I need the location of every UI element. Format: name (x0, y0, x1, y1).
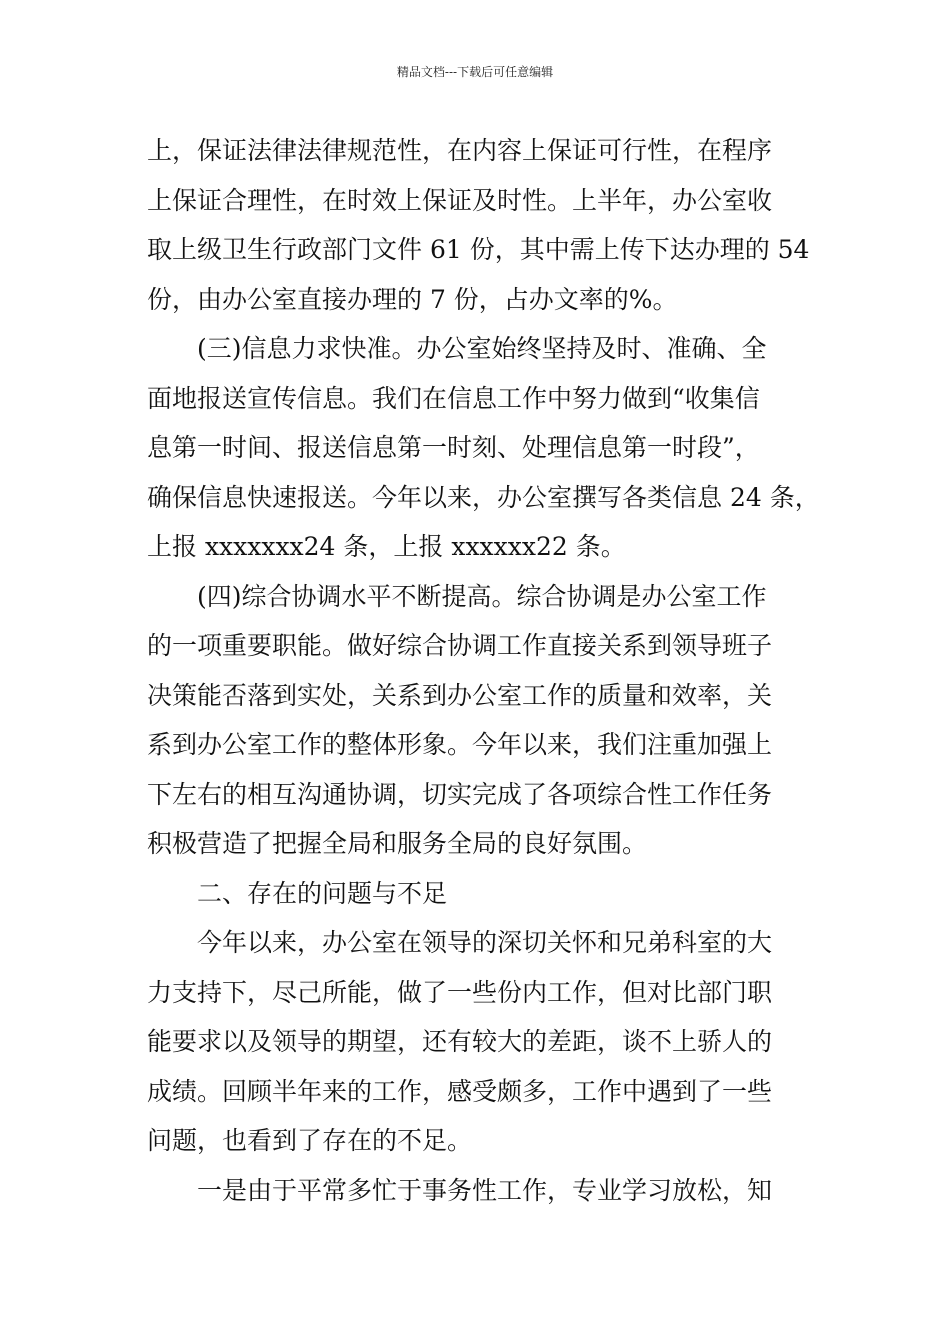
text-line: 今年以来，办公室在领导的深切关怀和兄弟科室的大 (197, 928, 773, 957)
text-line: 力支持下，尽己所能，做了一些份内工作，但对比部门职 (147, 977, 773, 1007)
text-line: 积极营造了把握全局和服务全局的良好氛围。 (147, 829, 648, 858)
text-line: 下左右的相互沟通协调，切实完成了各项综合性工作任务 (147, 779, 773, 809)
text-line: 上，保证法律法律规范性，在内容上保证可行性，在程序 (147, 136, 773, 165)
text-line: 确保信息快速报送。今年以来，办公室撰写各类信息 24 条， (147, 482, 820, 512)
text-line: 的一项重要职能。做好综合协调工作直接关系到领导班子 (147, 631, 773, 660)
text-line: 系到办公室工作的整体形象。今年以来，我们注重加强上 (147, 730, 773, 759)
text-line: 上报 xxxxxxx24 条，上报 xxxxxx22 条。 (147, 532, 626, 561)
text-line: 成绩。回顾半年来的工作，感受颇多，工作中遇到了一些 (147, 1076, 773, 1106)
text-line: 取上级卫生行政部门文件 61 份，其中需上传下达办理的 54 (147, 235, 810, 264)
text-line: 息第一时间、报送信息第一时刻、处理信息第一时段”， (147, 433, 760, 462)
section-title: 二、存在的问题与不足 (197, 878, 448, 908)
text-line: 份，由办公室直接办理的 7 份，占办文率的%。 (147, 284, 678, 314)
text-line: 一是由于平常多忙于事务性工作，专业学习放松，知 (197, 1175, 773, 1205)
section-heading-line: (四)综合协调水平不断提高。综合协调是办公室工作 (197, 581, 767, 611)
text-line: 问题，也看到了存在的不足。 (147, 1126, 473, 1155)
text-line: 面地报送宣传信息。我们在信息工作中努力做到“收集信 (147, 383, 760, 413)
section-heading-line: (三)信息力求快准。办公室始终坚持及时、准确、全 (197, 334, 767, 363)
page-header: 精品文档---下载后可任意编辑 (396, 65, 554, 79)
document-body (147, 126, 827, 1215)
text-line: 上保证合理性，在时效上保证及时性。上半年，办公室收 (147, 185, 773, 215)
text-line: 决策能否落到实处，关系到办公室工作的质量和效率，关 (147, 680, 773, 710)
text-line: 能要求以及领导的期望，还有较大的差距，谈不上骄人的 (147, 1027, 773, 1056)
